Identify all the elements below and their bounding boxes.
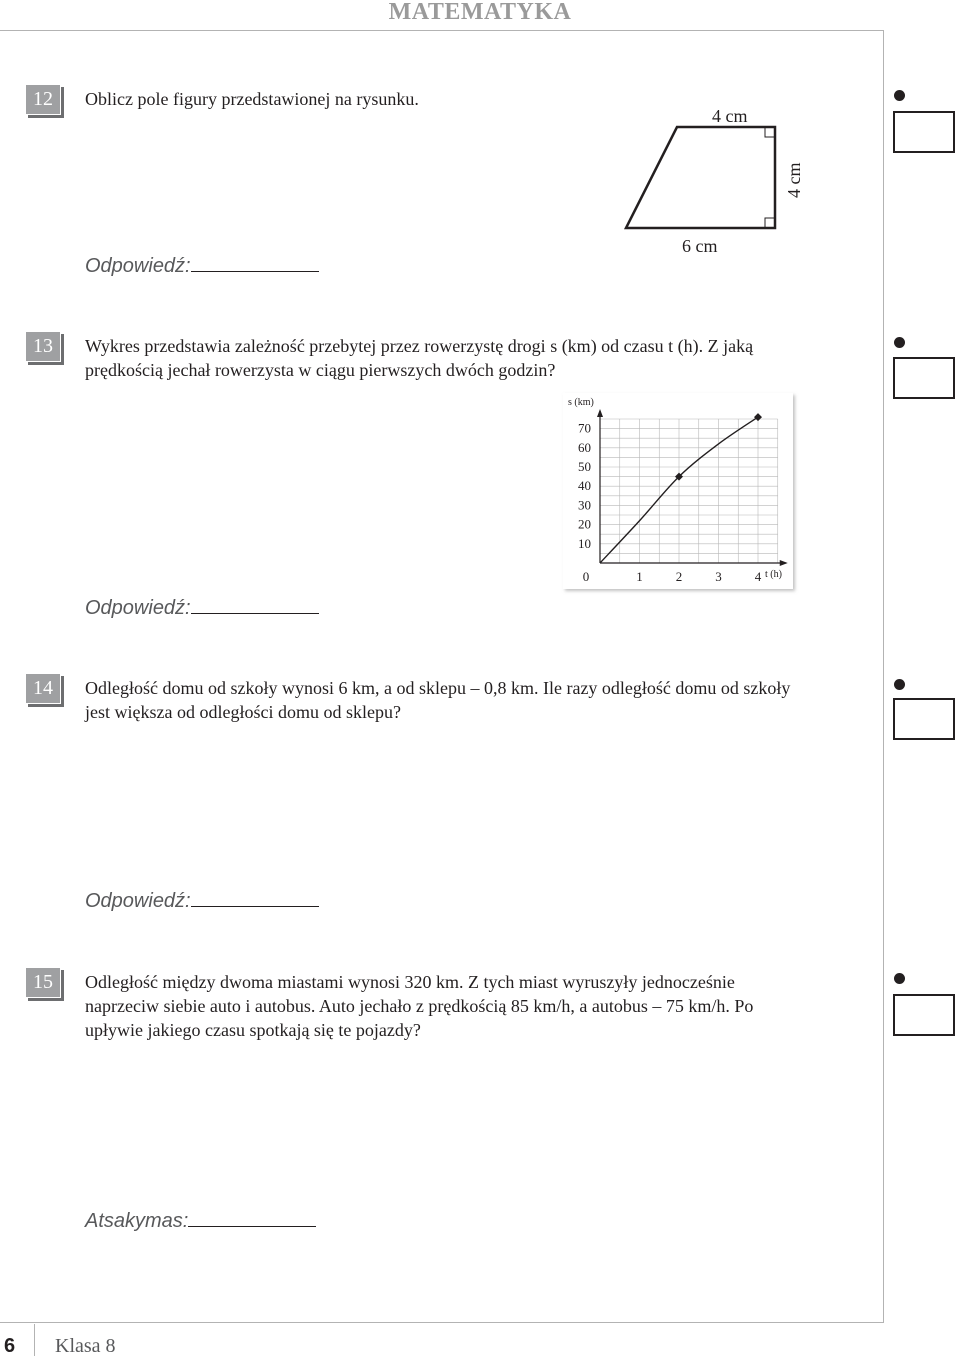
frame-bottom-rule [0,1322,884,1323]
question-15-bullet [894,973,905,984]
question-14-bullet [894,679,905,690]
question-15-line-2: naprzeciw siebie auto i autobus. Auto jechało z prędkością 85 km/h, a autobus – 75 km/h. Po [85,996,754,1016]
frame-top-rule [0,30,884,31]
answer-line[interactable] [191,271,319,272]
y-tick-label: 10 [578,535,591,551]
question-14-line-1: Odległość domu od szkoły wynosi 6 km, a od sklepu – 0,8 km. Ile razy odległość domu od szkoły [85,678,791,698]
x-tick-label: 1 [636,569,643,584]
y-tick-label: 30 [578,497,591,513]
question-15-score-box[interactable] [893,994,955,1036]
question-14-number: 14 [25,673,61,704]
question-13-answer [85,597,319,620]
answer-label: Odpowiedź: [85,890,191,912]
question-12-score-box[interactable] [893,111,955,153]
question-13-line-1: Wykres przedstawia zależność przebytej przez rowerzystę drogi s (km) od czasu t (h). Z jaką [85,336,754,356]
answer-line[interactable] [188,1226,316,1227]
question-15-line-1: Odległość między dwoma miastami wynosi 320 km. Z tych miast wyruszyły jednocześnie [85,972,735,992]
trapezoid-figure [590,105,830,255]
question-14-answer [85,890,319,913]
question-12-bullet [894,90,905,101]
question-12-answer [85,255,319,278]
page-number: 6 [4,1335,16,1357]
y-tick-label: 20 [578,516,591,532]
y-tick-label: 60 [578,439,591,455]
x-tick-label: 0 [582,569,590,584]
question-15-answer [85,1210,316,1233]
question-13-number: 13 [25,331,61,362]
distance-time-chart [558,388,808,598]
question-12-number: 12 [25,84,61,115]
question-14-line-2: jest większa od odległości domu od sklepu? [85,702,401,722]
bottom-side-label: 6 cm [682,236,718,255]
frame-right-rule [883,30,884,1322]
question-14-score-box[interactable] [893,698,955,740]
question-13-bullet [894,337,905,348]
question-13-line-2: prędkością jechał rowerzysta w ciągu pierwszych dwóch godzin? [85,360,556,380]
question-15-text [85,970,865,1042]
answer-label: Atsakymas: [85,1210,189,1232]
right-side-label: 4 cm [784,162,804,198]
top-side-label: 4 cm [712,106,748,126]
subject-title: MATEMATYKA [388,0,572,25]
answer-label: Odpowiedź: [85,255,191,277]
page-header [0,0,960,28]
question-12-text: Oblicz pole figury przedstawionej na rysunku. [85,89,419,109]
question-13-text [85,334,865,382]
footer-label: Klasa 8 [55,1335,116,1357]
answer-line[interactable] [191,613,319,614]
y-tick-label: 50 [578,459,591,474]
x-axis-label: t (h) [765,569,782,580]
x-tick-label: 3 [715,569,722,584]
y-axis-label: s (km) [568,397,594,408]
question-14-text [85,676,865,724]
question-15-line-3: upływie jakiego czasu spotkają się te pojazdy? [85,1020,421,1040]
answer-label: Odpowiedź: [85,597,191,619]
x-tick-label: 4 [754,569,762,584]
chart-card [563,393,793,589]
footer-separator [34,1324,35,1356]
y-tick-label: 70 [578,420,591,436]
question-15-number: 15 [25,967,61,998]
question-13-score-box[interactable] [893,357,955,399]
x-tick-label: 2 [675,569,683,584]
y-tick-label: 40 [578,478,591,494]
answer-line[interactable] [191,906,319,907]
